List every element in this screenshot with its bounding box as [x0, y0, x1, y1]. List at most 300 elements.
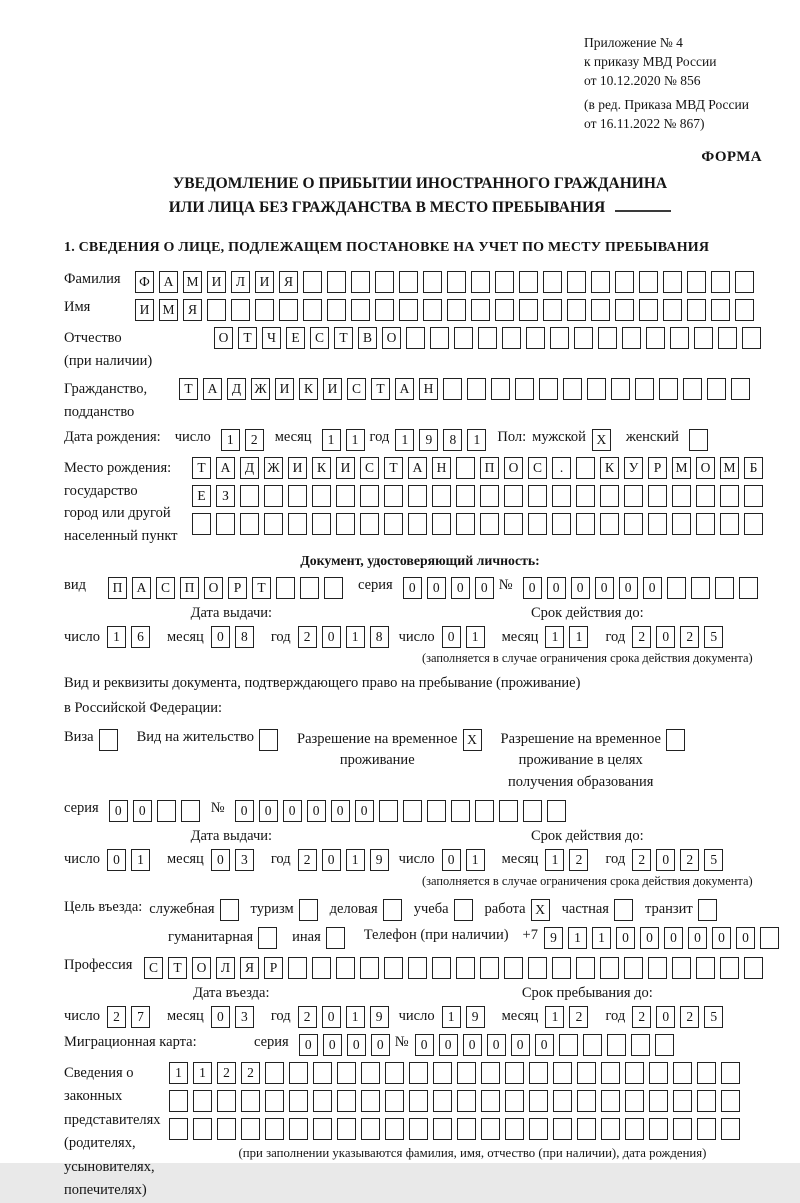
char-cell[interactable]: Т	[252, 577, 271, 599]
char-cell[interactable]: 0	[616, 927, 635, 949]
char-cell[interactable]	[337, 1090, 356, 1112]
char-cell[interactable]	[649, 1118, 668, 1140]
char-cell[interactable]	[383, 899, 402, 921]
char-cell[interactable]	[576, 485, 595, 507]
char-cell[interactable]	[624, 485, 643, 507]
char-cell[interactable]	[639, 271, 658, 293]
char-cell[interactable]: 0	[688, 927, 707, 949]
char-cell[interactable]	[673, 1062, 692, 1084]
char-cell[interactable]	[721, 1118, 740, 1140]
stay-month[interactable]	[545, 1006, 593, 1028]
char-cell[interactable]: 0	[259, 800, 278, 822]
char-cell[interactable]	[447, 271, 466, 293]
char-cell[interactable]	[731, 378, 750, 400]
char-cell[interactable]	[495, 271, 514, 293]
char-cell[interactable]	[327, 271, 346, 293]
stay-year[interactable]	[632, 1006, 728, 1028]
char-cell[interactable]	[423, 299, 442, 321]
char-cell[interactable]: X	[531, 899, 550, 921]
char-cell[interactable]	[471, 271, 490, 293]
res-number-field[interactable]	[235, 800, 571, 822]
char-cell[interactable]: 0	[595, 577, 614, 599]
char-cell[interactable]: 2	[298, 626, 317, 648]
char-cell[interactable]	[408, 513, 427, 535]
char-cell[interactable]: А	[132, 577, 151, 599]
char-cell[interactable]	[99, 729, 118, 751]
char-cell[interactable]	[687, 271, 706, 293]
char-cell[interactable]: Т	[371, 378, 390, 400]
char-cell[interactable]	[519, 299, 538, 321]
char-cell[interactable]: 9	[370, 1006, 389, 1028]
char-cell[interactable]	[336, 513, 355, 535]
char-cell[interactable]	[635, 378, 654, 400]
char-cell[interactable]	[625, 1090, 644, 1112]
purpose-transit-checkbox[interactable]	[698, 899, 722, 921]
char-cell[interactable]	[615, 299, 634, 321]
char-cell[interactable]	[504, 513, 523, 535]
char-cell[interactable]: 1	[221, 429, 240, 451]
surname-field[interactable]	[135, 271, 759, 293]
char-cell[interactable]	[157, 800, 176, 822]
char-cell[interactable]	[385, 1090, 404, 1112]
char-cell[interactable]	[478, 327, 497, 349]
char-cell[interactable]: Я	[183, 299, 202, 321]
char-cell[interactable]: 0	[547, 577, 566, 599]
char-cell[interactable]	[591, 299, 610, 321]
char-cell[interactable]	[711, 299, 730, 321]
birth-month-field[interactable]	[322, 429, 370, 451]
char-cell[interactable]	[718, 327, 737, 349]
char-cell[interactable]	[409, 1062, 428, 1084]
char-cell[interactable]: С	[310, 327, 329, 349]
char-cell[interactable]	[379, 800, 398, 822]
char-cell[interactable]: 0	[403, 577, 422, 599]
char-cell[interactable]	[360, 957, 379, 979]
char-cell[interactable]	[574, 327, 593, 349]
char-cell[interactable]: X	[592, 429, 611, 451]
char-cell[interactable]	[689, 429, 708, 451]
char-cell[interactable]	[694, 327, 713, 349]
char-cell[interactable]: 1	[568, 927, 587, 949]
char-cell[interactable]: С	[360, 457, 379, 479]
id-issue-year[interactable]	[298, 626, 394, 648]
char-cell[interactable]	[456, 957, 475, 979]
char-cell[interactable]: Т	[168, 957, 187, 979]
char-cell[interactable]	[698, 899, 717, 921]
phone-field[interactable]	[544, 927, 784, 949]
char-cell[interactable]	[607, 1034, 626, 1056]
char-cell[interactable]	[361, 1090, 380, 1112]
char-cell[interactable]	[409, 1090, 428, 1112]
char-cell[interactable]: 0	[322, 626, 341, 648]
char-cell[interactable]	[553, 1090, 572, 1112]
char-cell[interactable]: 0	[487, 1034, 506, 1056]
char-cell[interactable]: 1	[592, 927, 611, 949]
char-cell[interactable]: 1	[131, 849, 150, 871]
res-issue-day[interactable]	[107, 849, 155, 871]
char-cell[interactable]	[231, 299, 250, 321]
char-cell[interactable]	[351, 271, 370, 293]
res-valid-month[interactable]	[545, 849, 593, 871]
char-cell[interactable]: Н	[419, 378, 438, 400]
char-cell[interactable]	[505, 1062, 524, 1084]
char-cell[interactable]: 5	[704, 849, 723, 871]
char-cell[interactable]	[480, 957, 499, 979]
char-cell[interactable]	[615, 271, 634, 293]
char-cell[interactable]: 3	[235, 1006, 254, 1028]
char-cell[interactable]: Ж	[251, 378, 270, 400]
char-cell[interactable]	[240, 513, 259, 535]
char-cell[interactable]	[529, 1118, 548, 1140]
temp-residence-checkbox[interactable]	[463, 729, 487, 751]
char-cell[interactable]	[683, 378, 702, 400]
char-cell[interactable]: 2	[680, 626, 699, 648]
char-cell[interactable]: 2	[245, 429, 264, 451]
char-cell[interactable]: 0	[535, 1034, 554, 1056]
char-cell[interactable]: 1	[346, 626, 365, 648]
char-cell[interactable]	[691, 577, 710, 599]
char-cell[interactable]	[715, 577, 734, 599]
char-cell[interactable]: Т	[179, 378, 198, 400]
char-cell[interactable]	[663, 271, 682, 293]
char-cell[interactable]	[384, 485, 403, 507]
char-cell[interactable]: 0	[664, 927, 683, 949]
id-number-field[interactable]	[523, 577, 763, 599]
char-cell[interactable]	[491, 378, 510, 400]
char-cell[interactable]	[639, 299, 658, 321]
char-cell[interactable]	[648, 513, 667, 535]
char-cell[interactable]	[744, 513, 763, 535]
char-cell[interactable]	[495, 299, 514, 321]
char-cell[interactable]	[519, 271, 538, 293]
char-cell[interactable]	[240, 485, 259, 507]
char-cell[interactable]	[614, 899, 633, 921]
char-cell[interactable]: 0	[211, 626, 230, 648]
char-cell[interactable]: 2	[241, 1062, 260, 1084]
given-name-field[interactable]	[135, 299, 759, 321]
char-cell[interactable]: 1	[545, 626, 564, 648]
char-cell[interactable]: З	[216, 485, 235, 507]
char-cell[interactable]: 0	[283, 800, 302, 822]
char-cell[interactable]	[567, 271, 586, 293]
char-cell[interactable]: 0	[355, 800, 374, 822]
char-cell[interactable]	[255, 299, 274, 321]
char-cell[interactable]	[744, 957, 763, 979]
char-cell[interactable]: 0	[511, 1034, 530, 1056]
char-cell[interactable]	[433, 1118, 452, 1140]
char-cell[interactable]: 2	[298, 1006, 317, 1028]
char-cell[interactable]: 0	[299, 1034, 318, 1056]
char-cell[interactable]: В	[358, 327, 377, 349]
char-cell[interactable]	[337, 1062, 356, 1084]
char-cell[interactable]: Ф	[135, 271, 154, 293]
char-cell[interactable]	[241, 1118, 260, 1140]
purpose-tourism-checkbox[interactable]	[299, 899, 323, 921]
char-cell[interactable]: Л	[231, 271, 250, 293]
profession-field[interactable]	[144, 957, 768, 979]
char-cell[interactable]: 2	[569, 849, 588, 871]
char-cell[interactable]: 3	[235, 849, 254, 871]
char-cell[interactable]	[672, 485, 691, 507]
sex-male-checkbox[interactable]	[592, 429, 616, 451]
char-cell[interactable]	[399, 299, 418, 321]
char-cell[interactable]	[313, 1090, 332, 1112]
char-cell[interactable]	[559, 1034, 578, 1056]
char-cell[interactable]: 0	[109, 800, 128, 822]
char-cell[interactable]: 0	[640, 927, 659, 949]
char-cell[interactable]: М	[159, 299, 178, 321]
char-cell[interactable]	[433, 1062, 452, 1084]
char-cell[interactable]	[576, 957, 595, 979]
char-cell[interactable]	[303, 299, 322, 321]
char-cell[interactable]	[289, 1118, 308, 1140]
char-cell[interactable]	[480, 513, 499, 535]
char-cell[interactable]: О	[192, 957, 211, 979]
char-cell[interactable]	[672, 957, 691, 979]
char-cell[interactable]	[432, 513, 451, 535]
char-cell[interactable]: 2	[298, 849, 317, 871]
char-cell[interactable]: О	[214, 327, 233, 349]
char-cell[interactable]	[467, 378, 486, 400]
char-cell[interactable]: 1	[346, 429, 365, 451]
char-cell[interactable]	[673, 1118, 692, 1140]
char-cell[interactable]	[646, 327, 665, 349]
birth-place-line3[interactable]	[192, 513, 768, 535]
char-cell[interactable]	[583, 1034, 602, 1056]
char-cell[interactable]: Е	[192, 485, 211, 507]
char-cell[interactable]: 0	[322, 849, 341, 871]
char-cell[interactable]: Р	[264, 957, 283, 979]
char-cell[interactable]	[264, 513, 283, 535]
legal-rep-line1[interactable]	[169, 1062, 776, 1084]
char-cell[interactable]	[300, 577, 319, 599]
char-cell[interactable]	[481, 1062, 500, 1084]
char-cell[interactable]	[207, 299, 226, 321]
char-cell[interactable]: 1	[442, 1006, 461, 1028]
purpose-work-checkbox[interactable]	[531, 899, 555, 921]
char-cell[interactable]: 2	[632, 849, 651, 871]
purpose-official-checkbox[interactable]	[220, 899, 244, 921]
char-cell[interactable]	[481, 1118, 500, 1140]
char-cell[interactable]	[563, 378, 582, 400]
id-issue-day[interactable]	[107, 626, 155, 648]
char-cell[interactable]	[265, 1062, 284, 1084]
char-cell[interactable]	[528, 513, 547, 535]
char-cell[interactable]	[601, 1090, 620, 1112]
char-cell[interactable]: О	[382, 327, 401, 349]
char-cell[interactable]	[403, 800, 422, 822]
char-cell[interactable]	[258, 927, 277, 949]
char-cell[interactable]: 0	[347, 1034, 366, 1056]
char-cell[interactable]	[336, 485, 355, 507]
birth-place-line1[interactable]	[192, 457, 768, 479]
char-cell[interactable]	[299, 899, 318, 921]
char-cell[interactable]: 0	[211, 849, 230, 871]
char-cell[interactable]: 1	[466, 849, 485, 871]
char-cell[interactable]	[220, 899, 239, 921]
char-cell[interactable]	[625, 1062, 644, 1084]
char-cell[interactable]: 0	[133, 800, 152, 822]
char-cell[interactable]: М	[720, 457, 739, 479]
char-cell[interactable]: 1	[466, 626, 485, 648]
char-cell[interactable]: .	[552, 457, 571, 479]
char-cell[interactable]: X	[463, 729, 482, 751]
char-cell[interactable]	[312, 485, 331, 507]
char-cell[interactable]: 1	[395, 429, 414, 451]
char-cell[interactable]	[336, 957, 355, 979]
char-cell[interactable]: А	[395, 378, 414, 400]
char-cell[interactable]: 1	[545, 849, 564, 871]
char-cell[interactable]	[337, 1118, 356, 1140]
res-valid-year[interactable]	[632, 849, 728, 871]
char-cell[interactable]: 8	[235, 626, 254, 648]
char-cell[interactable]: О	[504, 457, 523, 479]
char-cell[interactable]	[543, 271, 562, 293]
char-cell[interactable]	[697, 1118, 716, 1140]
char-cell[interactable]: А	[408, 457, 427, 479]
char-cell[interactable]: 0	[619, 577, 638, 599]
char-cell[interactable]: 7	[131, 1006, 150, 1028]
char-cell[interactable]: С	[156, 577, 175, 599]
mc-number-field[interactable]	[415, 1034, 679, 1056]
char-cell[interactable]	[624, 513, 643, 535]
char-cell[interactable]	[720, 957, 739, 979]
char-cell[interactable]: 2	[680, 1006, 699, 1028]
char-cell[interactable]	[456, 485, 475, 507]
char-cell[interactable]: Н	[432, 457, 451, 479]
char-cell[interactable]	[552, 513, 571, 535]
char-cell[interactable]: 0	[323, 1034, 342, 1056]
char-cell[interactable]	[504, 485, 523, 507]
char-cell[interactable]	[303, 271, 322, 293]
char-cell[interactable]	[576, 457, 595, 479]
id-valid-year[interactable]	[632, 626, 728, 648]
char-cell[interactable]: Д	[240, 457, 259, 479]
char-cell[interactable]	[649, 1062, 668, 1084]
char-cell[interactable]	[454, 327, 473, 349]
char-cell[interactable]: Р	[648, 457, 667, 479]
char-cell[interactable]	[475, 800, 494, 822]
char-cell[interactable]	[528, 485, 547, 507]
char-cell[interactable]	[543, 299, 562, 321]
char-cell[interactable]	[385, 1062, 404, 1084]
char-cell[interactable]: Р	[228, 577, 247, 599]
char-cell[interactable]: 0	[371, 1034, 390, 1056]
char-cell[interactable]: П	[180, 577, 199, 599]
char-cell[interactable]	[456, 513, 475, 535]
char-cell[interactable]: Т	[238, 327, 257, 349]
patronymic-field[interactable]	[214, 327, 766, 349]
char-cell[interactable]	[526, 327, 545, 349]
char-cell[interactable]: 9	[419, 429, 438, 451]
char-cell[interactable]	[663, 299, 682, 321]
char-cell[interactable]: С	[528, 457, 547, 479]
char-cell[interactable]: П	[480, 457, 499, 479]
res-series-field[interactable]	[109, 800, 205, 822]
char-cell[interactable]	[279, 299, 298, 321]
res-issue-month[interactable]	[211, 849, 259, 871]
char-cell[interactable]	[696, 513, 715, 535]
char-cell[interactable]: И	[207, 271, 226, 293]
char-cell[interactable]	[721, 1090, 740, 1112]
char-cell[interactable]	[707, 378, 726, 400]
char-cell[interactable]	[553, 1062, 572, 1084]
char-cell[interactable]	[288, 513, 307, 535]
visa-checkbox[interactable]	[99, 729, 123, 751]
char-cell[interactable]: 1	[107, 626, 126, 648]
char-cell[interactable]: 6	[131, 626, 150, 648]
char-cell[interactable]	[216, 513, 235, 535]
char-cell[interactable]	[577, 1062, 596, 1084]
char-cell[interactable]: 0	[571, 577, 590, 599]
char-cell[interactable]: 5	[704, 626, 723, 648]
char-cell[interactable]	[313, 1062, 332, 1084]
char-cell[interactable]: К	[299, 378, 318, 400]
char-cell[interactable]	[457, 1090, 476, 1112]
char-cell[interactable]: Л	[216, 957, 235, 979]
char-cell[interactable]: 0	[427, 577, 446, 599]
char-cell[interactable]	[361, 1118, 380, 1140]
char-cell[interactable]	[406, 327, 425, 349]
char-cell[interactable]: 0	[331, 800, 350, 822]
purpose-business-checkbox[interactable]	[383, 899, 407, 921]
char-cell[interactable]	[408, 957, 427, 979]
char-cell[interactable]	[505, 1090, 524, 1112]
char-cell[interactable]	[720, 513, 739, 535]
char-cell[interactable]: Б	[744, 457, 763, 479]
char-cell[interactable]	[625, 1118, 644, 1140]
char-cell[interactable]	[289, 1090, 308, 1112]
char-cell[interactable]: 8	[443, 429, 462, 451]
char-cell[interactable]	[384, 513, 403, 535]
char-cell[interactable]: О	[204, 577, 223, 599]
res-valid-day[interactable]	[442, 849, 490, 871]
char-cell[interactable]	[265, 1090, 284, 1112]
char-cell[interactable]: Д	[227, 378, 246, 400]
char-cell[interactable]: 0	[656, 626, 675, 648]
char-cell[interactable]	[360, 513, 379, 535]
char-cell[interactable]: 1	[467, 429, 486, 451]
char-cell[interactable]	[324, 577, 343, 599]
char-cell[interactable]: К	[600, 457, 619, 479]
char-cell[interactable]	[217, 1090, 236, 1112]
char-cell[interactable]: 0	[442, 849, 461, 871]
char-cell[interactable]: 9	[370, 849, 389, 871]
char-cell[interactable]	[399, 271, 418, 293]
char-cell[interactable]	[169, 1090, 188, 1112]
char-cell[interactable]	[312, 957, 331, 979]
char-cell[interactable]	[622, 327, 641, 349]
char-cell[interactable]	[539, 378, 558, 400]
char-cell[interactable]: 0	[643, 577, 662, 599]
id-kind-field[interactable]	[108, 577, 348, 599]
entry-month[interactable]	[211, 1006, 259, 1028]
char-cell[interactable]	[327, 299, 346, 321]
id-valid-month[interactable]	[545, 626, 593, 648]
char-cell[interactable]: 1	[322, 429, 341, 451]
char-cell[interactable]: 0	[107, 849, 126, 871]
char-cell[interactable]	[670, 327, 689, 349]
char-cell[interactable]	[457, 1062, 476, 1084]
char-cell[interactable]: 9	[466, 1006, 485, 1028]
char-cell[interactable]: 2	[632, 1006, 651, 1028]
char-cell[interactable]: 0	[211, 1006, 230, 1028]
char-cell[interactable]	[515, 378, 534, 400]
char-cell[interactable]: 1	[346, 849, 365, 871]
char-cell[interactable]	[550, 327, 569, 349]
char-cell[interactable]	[577, 1090, 596, 1112]
char-cell[interactable]	[432, 485, 451, 507]
